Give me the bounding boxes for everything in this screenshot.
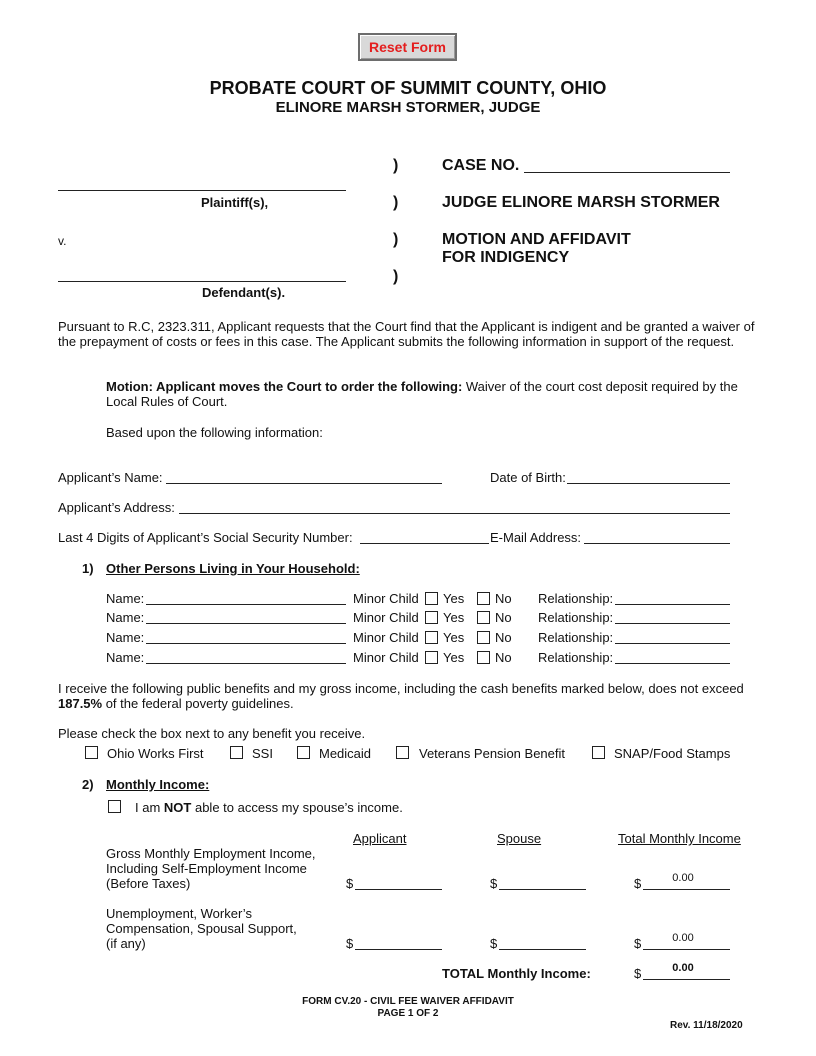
spouse-text-post: able to access my spouse’s income. — [191, 800, 403, 815]
employment-line: Including Self-Employment Income — [106, 861, 307, 876]
monthly-income-heading: Monthly Income: — [106, 777, 210, 792]
household-name-field[interactable] — [146, 629, 346, 644]
spouse-other-income-field[interactable] — [499, 935, 586, 950]
versus-label: v. — [58, 234, 67, 248]
benefits-statement — [58, 681, 768, 711]
minor-child-label: Minor Child — [353, 630, 419, 645]
total-employment-field[interactable] — [643, 872, 730, 890]
medicaid-label: Medicaid — [319, 746, 372, 761]
ohio-works-first-checkbox[interactable] — [85, 746, 98, 759]
relationship-field[interactable] — [615, 590, 730, 605]
yes-label: Yes — [443, 630, 465, 645]
based-upon-text: Based upon the following information: — [106, 425, 323, 440]
household-name-label: Name: — [106, 610, 145, 625]
currency-symbol: $ — [634, 936, 642, 951]
court-title: PROBATE COURT OF SUMMIT COUNTY, OHIO — [209, 78, 607, 98]
currency-symbol: $ — [490, 936, 498, 951]
caption-paren: ) — [393, 231, 399, 248]
minor-yes-checkbox[interactable] — [425, 611, 438, 624]
household-name-label: Name: — [106, 650, 145, 665]
revision-date: Rev. 11/18/2020 — [670, 1020, 743, 1031]
section-2-number: 2) — [82, 777, 94, 792]
motion-title-line1: MOTION AND AFFIDAVIT — [442, 231, 631, 248]
col-applicant-header: Applicant — [353, 831, 407, 846]
snap-label: SNAP/Food Stamps — [614, 746, 731, 761]
spouse-income-statement — [135, 800, 403, 815]
snap-checkbox[interactable] — [592, 746, 605, 759]
applicant-name-label: Applicant’s Name: — [58, 470, 163, 485]
reset-form-button[interactable]: Reset Form — [358, 33, 457, 61]
case-no-field[interactable] — [524, 158, 730, 173]
page-number: PAGE 1 OF 2 — [377, 1008, 439, 1019]
email-field[interactable] — [584, 529, 730, 544]
relationship-label: Relationship: — [538, 610, 614, 625]
dob-label: Date of Birth: — [490, 470, 566, 485]
no-label: No — [495, 630, 512, 645]
minor-no-checkbox[interactable] — [477, 631, 490, 644]
applicant-name-field[interactable] — [166, 469, 442, 484]
total-monthly-income-label: TOTAL Monthly Income: — [442, 966, 591, 981]
other-income-label — [106, 906, 297, 951]
relationship-label: Relationship: — [538, 591, 614, 606]
spouse-text-pre: I am — [135, 800, 164, 815]
currency-symbol: $ — [634, 966, 642, 981]
caption-paren: ) — [393, 268, 399, 285]
total-employment-value: 0.00 — [672, 872, 694, 884]
other-income-line: Compensation, Spousal Support, — [106, 921, 297, 936]
applicant-other-income-field[interactable] — [355, 935, 442, 950]
relationship-field[interactable] — [615, 629, 730, 644]
plaintiff-label: Plaintiff(s), — [201, 195, 269, 210]
employment-line: (Before Taxes) — [106, 876, 191, 891]
caption-paren: ) — [393, 194, 399, 211]
relationship-label: Relationship: — [538, 650, 614, 665]
plaintiff-field[interactable] — [58, 190, 346, 191]
relationship-field[interactable] — [615, 649, 730, 664]
currency-symbol: $ — [634, 876, 642, 891]
currency-symbol: $ — [346, 876, 354, 891]
no-label: No — [495, 591, 512, 606]
applicant-address-label: Applicant’s Address: — [58, 500, 175, 515]
total-other-income-field[interactable] — [643, 932, 730, 950]
motion-paragraph — [106, 379, 766, 409]
employment-income-label — [106, 846, 316, 891]
case-no-label: CASE NO. — [442, 157, 520, 174]
yes-label: Yes — [443, 650, 465, 665]
caption-judge: JUDGE ELINORE MARSH STORMER — [442, 194, 720, 211]
minor-child-label: Minor Child — [353, 610, 419, 625]
minor-no-checkbox[interactable] — [477, 651, 490, 664]
caption-paren: ) — [393, 157, 399, 174]
grand-total-field[interactable] — [643, 962, 730, 980]
ssn-label: Last 4 Digits of Applicant’s Social Security Number: — [58, 530, 353, 545]
defendant-label: Defendant(s). — [202, 285, 286, 300]
benefits-text-pre: I receive the following public benefits and my gross income, including the cash benefits marked below, does not exceed — [58, 681, 744, 696]
minor-yes-checkbox[interactable] — [425, 592, 438, 605]
total-other-income-value: 0.00 — [672, 932, 694, 944]
dob-field[interactable] — [567, 469, 730, 484]
yes-label: Yes — [443, 610, 465, 625]
motion-text: Waiver of the court cost deposit required by the Local Rules of Court. — [106, 379, 738, 409]
household-heading: Other Persons Living in Your Household: — [106, 561, 360, 576]
yes-label: Yes — [443, 591, 465, 606]
household-name-field[interactable] — [146, 609, 346, 624]
minor-child-label: Minor Child — [353, 591, 419, 606]
minor-yes-checkbox[interactable] — [425, 651, 438, 664]
household-name-field[interactable] — [146, 590, 346, 605]
motion-label: Motion: Applicant moves the Court to order the following: — [106, 379, 463, 394]
poverty-percent: 187.5% — [58, 696, 103, 711]
benefits-prompt: Please check the box next to any benefit you receive. — [58, 726, 366, 741]
relationship-field[interactable] — [615, 609, 730, 624]
form-id: FORM CV.20 - CIVIL FEE WAIVER AFFIDAVIT — [302, 996, 514, 1007]
relationship-label: Relationship: — [538, 630, 614, 645]
spouse-employment-field[interactable] — [499, 875, 586, 890]
veterans-pension-checkbox[interactable] — [396, 746, 409, 759]
household-name-field[interactable] — [146, 649, 346, 664]
medicaid-checkbox[interactable] — [297, 746, 310, 759]
col-total-header: Total Monthly Income — [618, 831, 741, 846]
currency-symbol: $ — [346, 936, 354, 951]
ssn-field[interactable] — [360, 529, 489, 544]
benefits-text-post: of the federal poverty guidelines. — [102, 696, 294, 711]
household-name-label: Name: — [106, 591, 145, 606]
minor-yes-checkbox[interactable] — [425, 631, 438, 644]
no-label: No — [495, 610, 512, 625]
applicant-address-field[interactable] — [179, 499, 730, 514]
spouse-income-checkbox[interactable] — [108, 800, 121, 813]
ssi-label: SSI — [252, 746, 273, 761]
motion-title-line2: FOR INDIGENCY — [442, 249, 570, 266]
currency-symbol: $ — [490, 876, 498, 891]
section-1-number: 1) — [82, 561, 94, 576]
defendant-field[interactable] — [58, 281, 346, 282]
ssi-checkbox[interactable] — [230, 746, 243, 759]
applicant-employment-field[interactable] — [355, 875, 442, 890]
other-income-line: Unemployment, Worker’s — [106, 906, 252, 921]
minor-no-checkbox[interactable] — [477, 592, 490, 605]
ohio-works-first-label: Ohio Works First — [107, 746, 204, 761]
no-label: No — [495, 650, 512, 665]
judge-subtitle: ELINORE MARSH STORMER, JUDGE — [275, 99, 541, 116]
intro-paragraph: Pursuant to R.C, 2323.311, Applicant requests that the Court find that the Applicant is indigent and be granted a waiver of the prepayment of costs or fees in this case. The Applicant submits the following information in support of the request. — [58, 319, 755, 349]
col-spouse-header: Spouse — [497, 831, 542, 846]
minor-child-label: Minor Child — [353, 650, 419, 665]
household-name-label: Name: — [106, 630, 145, 645]
email-label: E-Mail Address: — [490, 530, 582, 545]
spouse-not: NOT — [163, 800, 192, 815]
other-income-line: (if any) — [106, 936, 146, 951]
minor-no-checkbox[interactable] — [477, 611, 490, 624]
veterans-pension-label: Veterans Pension Benefit — [419, 746, 565, 761]
employment-line: Gross Monthly Employment Income, — [106, 846, 316, 861]
grand-total-value: 0.00 — [672, 962, 694, 974]
